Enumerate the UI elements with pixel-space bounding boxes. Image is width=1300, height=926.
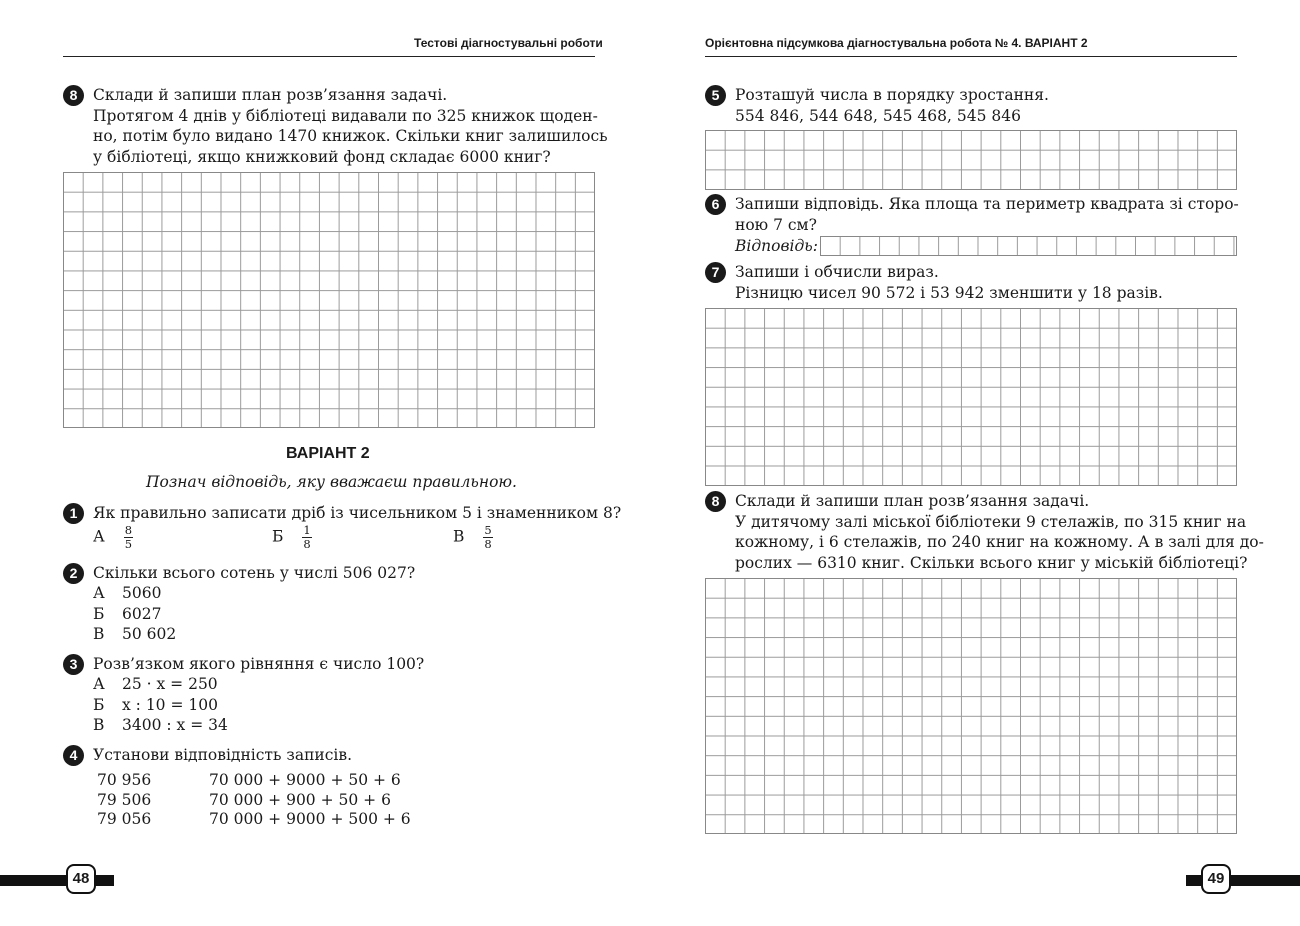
task7-text [735, 262, 1163, 303]
text-line: 554 846, 544 648, 545 468, 545 846 [735, 106, 1021, 125]
fraction: $\frac{8}{5}$ [124, 523, 133, 551]
task-number-badge: 4 [63, 745, 84, 766]
answer-option[interactable]: А 25 · x = 250 [93, 675, 218, 693]
answer-grid[interactable] [705, 130, 1237, 190]
answer-grid[interactable] [705, 578, 1237, 834]
task1-question: Як правильно записати дріб із чисельником 5 і знаменником 8? [93, 504, 622, 522]
task-number-badge: 5 [705, 85, 726, 106]
page-number: 49 [1201, 864, 1231, 894]
task-number-badge: 2 [63, 563, 84, 584]
answer-grid[interactable] [63, 172, 595, 428]
text-line: кожному, і 6 стелажів, по 240 книг на кожному. А в залі для до- [735, 533, 1264, 551]
page-number: 48 [66, 864, 96, 894]
task3-question: Розв’язком якого рівняння є число 100? [93, 655, 425, 673]
task3-options [93, 674, 228, 736]
text-line: Різницю чисел 90 572 і 53 942 зменшити у 18 разів. [735, 283, 1163, 302]
right-page-header: Орієнтовна підсумкова діагностувальна робота № 4. ВАРІАНТ 2 [705, 36, 1088, 50]
left-page-header: Тестові діагностувальні роботи [414, 36, 603, 50]
task8-right-text [735, 491, 1264, 573]
answer-option[interactable]: Б 6027 [93, 604, 162, 623]
task2-options [93, 583, 176, 645]
answer-option[interactable] [93, 524, 133, 551]
text-line: Запиши відповідь. Яка площа та периметр квадрата зі сторо- [735, 195, 1239, 213]
text-line: но, потім було видано 1470 книжок. Скільки книг залишилось [93, 127, 608, 145]
text-line: Склади й запиши план розв’язання задачі. [735, 492, 1090, 510]
task-number-badge: 1 [63, 503, 84, 524]
answer-option[interactable]: В 50 602 [93, 625, 177, 643]
task-number-badge: 6 [705, 194, 726, 215]
answer-option[interactable]: А 5060 [93, 584, 162, 602]
match-row[interactable]: 79 056 70 000 + 9000 + 500 + 6 [97, 810, 411, 828]
task8-left-text [93, 85, 608, 167]
answer-option[interactable] [453, 524, 493, 551]
answer-option[interactable]: Б x : 10 = 100 [93, 695, 218, 714]
right-header-rule [705, 56, 1237, 57]
text-line: у бібліотеці, якщо книжковий фонд складає 6000 книг? [93, 147, 551, 166]
answer-line-grid[interactable] [820, 236, 1237, 256]
text-line: ною 7 см? [735, 215, 817, 234]
answer-grid[interactable] [705, 308, 1237, 486]
option-letter: А [93, 527, 105, 546]
left-header-rule [63, 56, 595, 57]
option-letter: В [453, 527, 465, 546]
text-line: Розташуй числа в порядку зростання. [735, 86, 1049, 104]
text-line: У дитячому залі міської бібліотеки 9 стелажів, по 315 книг на [735, 512, 1247, 531]
fraction: $\frac{1}{8}$ [303, 523, 311, 551]
answer-option[interactable] [272, 524, 312, 551]
match-row[interactable]: 70 956 70 000 + 9000 + 50 + 6 [97, 771, 401, 789]
left-footer-bar [0, 875, 114, 886]
match-row[interactable]: 79 506 70 000 + 900 + 50 + 6 [97, 790, 391, 809]
instruction: Познач відповідь, яку вважаєш правильною. [146, 473, 517, 491]
text-line: Протягом 4 днів у бібліотеці видавали по 325 книжок щоден- [93, 106, 598, 125]
task6-text [735, 194, 1239, 235]
fraction: $\frac{5}{8}$ [484, 523, 492, 551]
answer-label: Відповідь: [735, 237, 818, 255]
task4-table [97, 771, 411, 830]
task-number-badge: 7 [705, 262, 726, 283]
task-number-badge: 8 [705, 491, 726, 512]
task2-question: Скільки всього сотень у числі 506 027? [93, 564, 416, 582]
option-letter: Б [272, 527, 284, 546]
text-line: Склади й запиши план розв’язання задачі. [93, 86, 448, 104]
variant-title: ВАРІАНТ 2 [286, 445, 370, 462]
text-line: рослих — 6310 книг. Скільки всього книг у міській бібліотеці? [735, 553, 1248, 572]
answer-option[interactable]: В 3400 : x = 34 [93, 716, 228, 734]
task5-text [735, 85, 1049, 126]
text-line: Запиши і обчисли вираз. [735, 263, 939, 281]
task-number-badge: 3 [63, 654, 84, 675]
task4-question: Установи відповідність записів. [93, 746, 353, 764]
task-number-badge: 8 [63, 85, 84, 106]
